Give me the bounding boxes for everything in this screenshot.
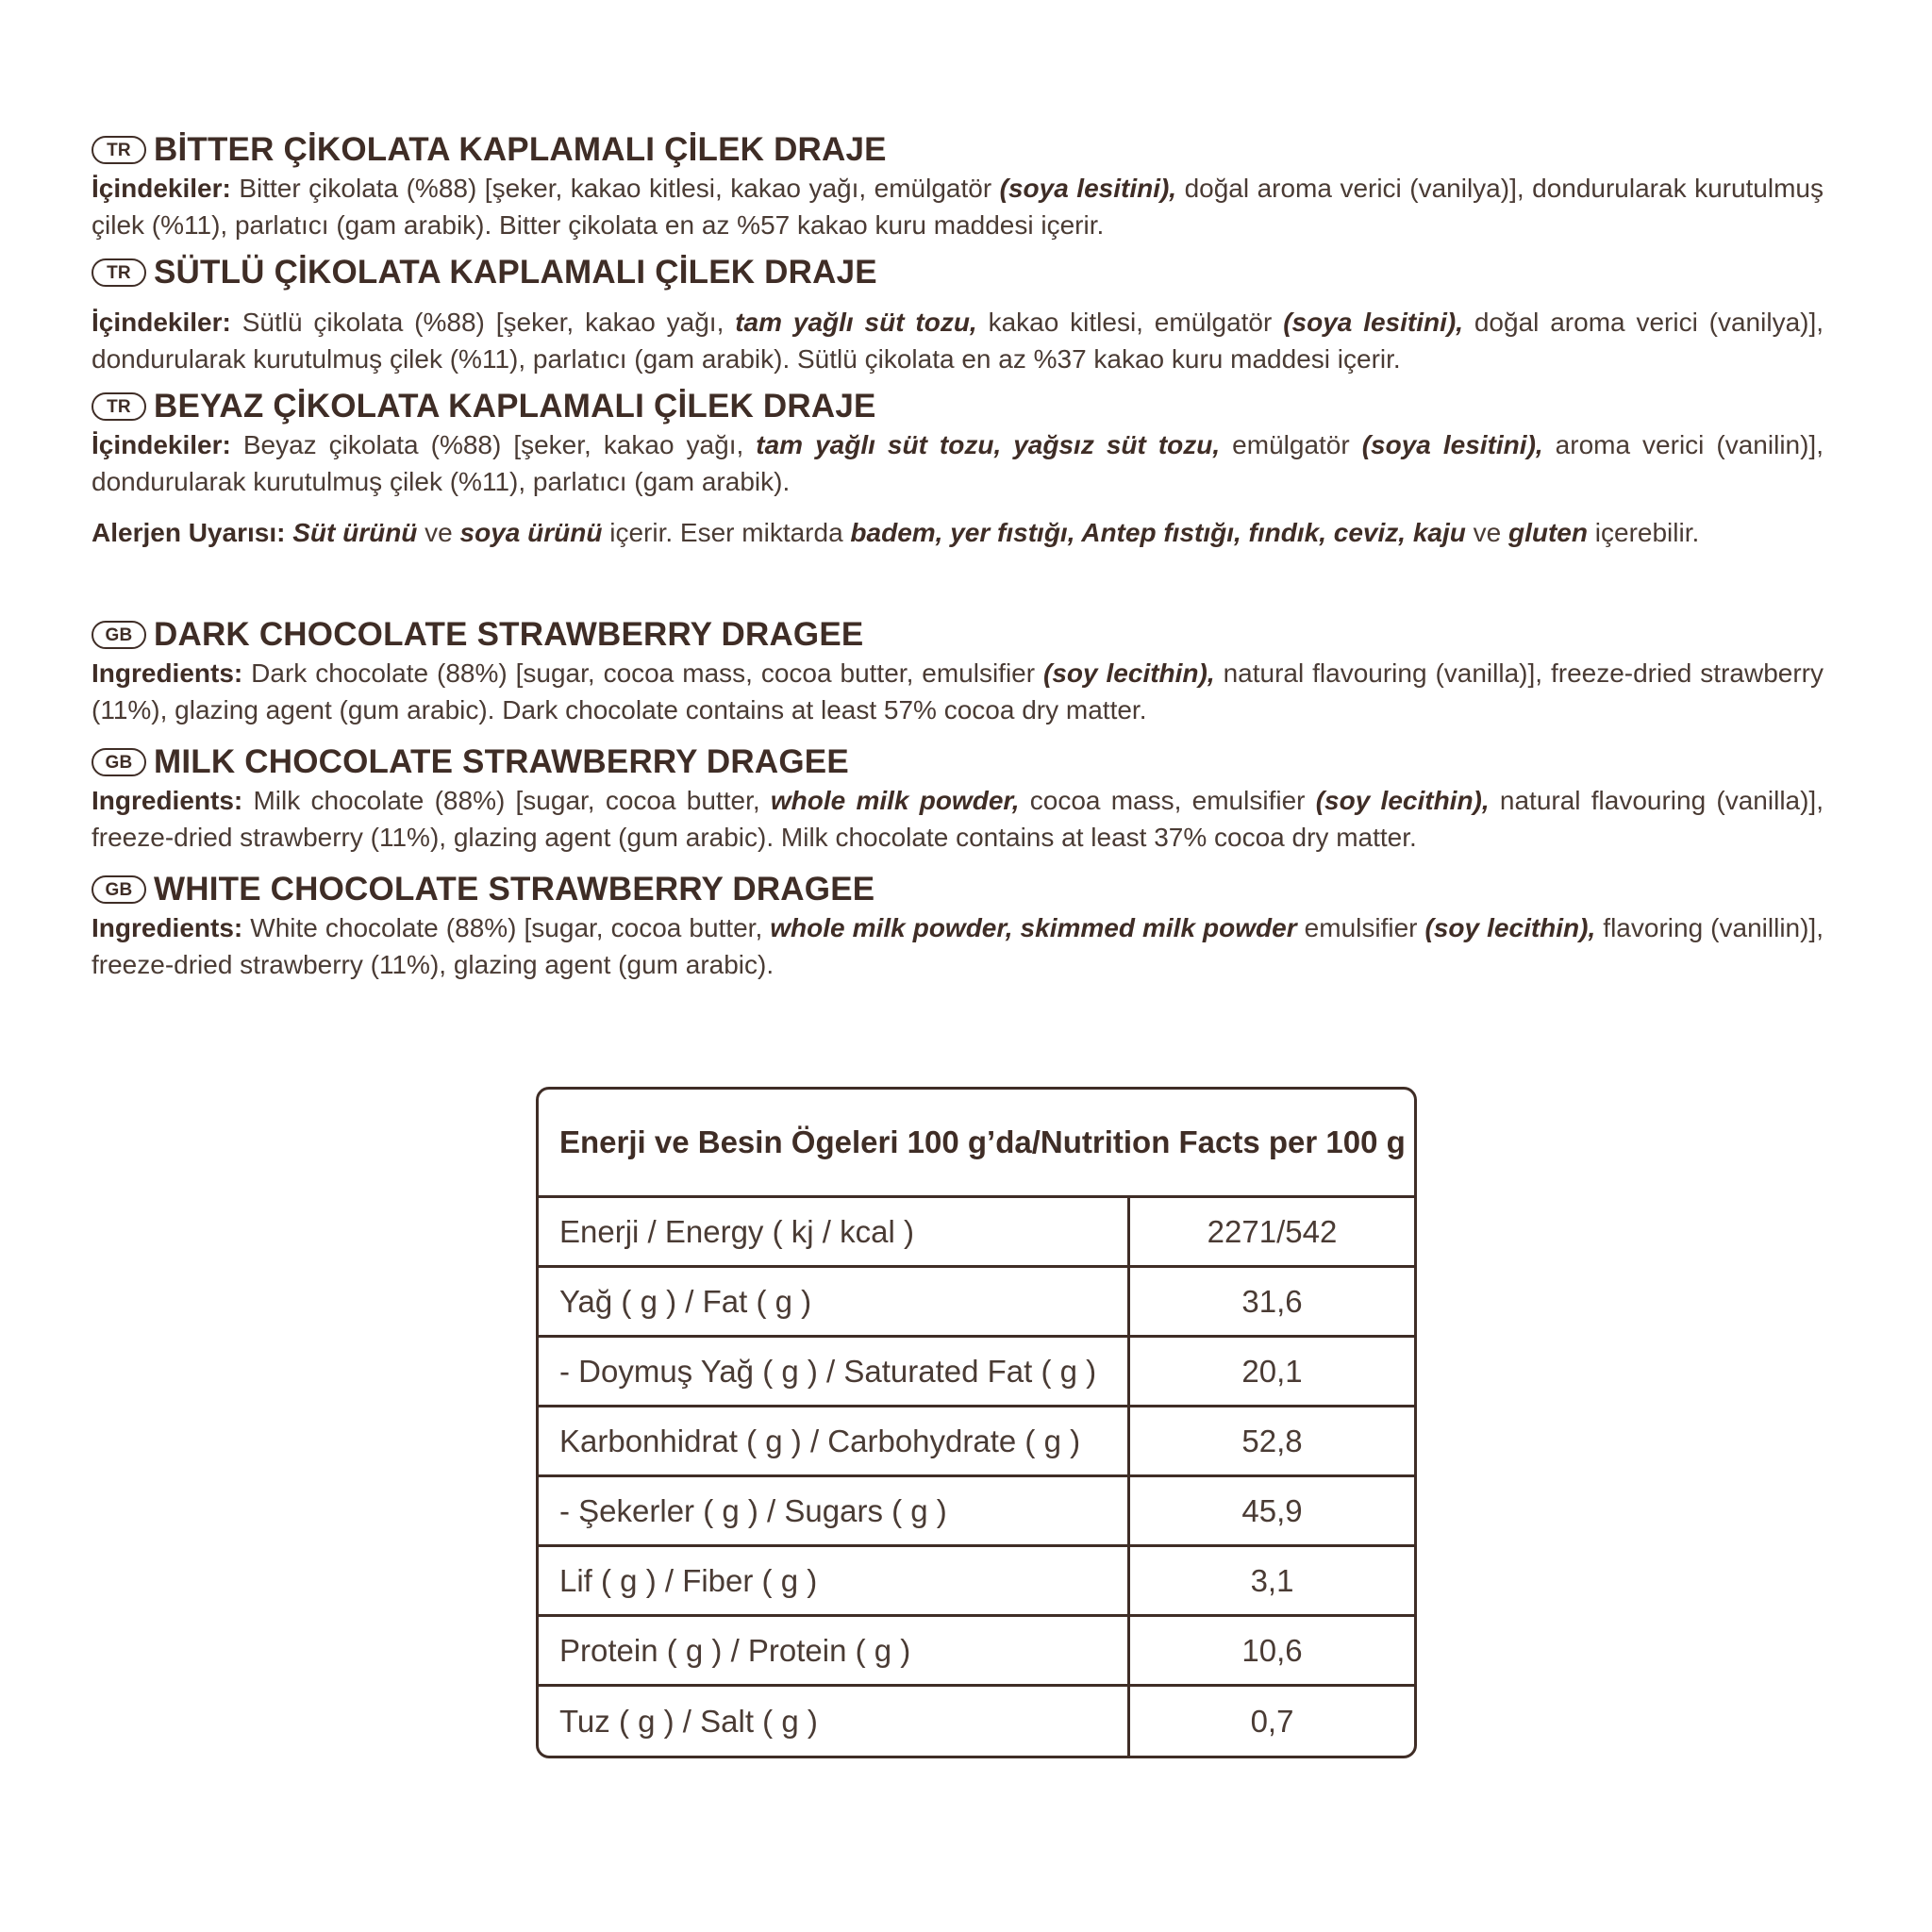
ingredients-text: doğal aroma verici (vanilya)], dondurularak kurutulmuş çilek (%11), parlatıcı (gam arabik). Sütlü çikolata en az %37 kakao kuru maddesi içerir. [92, 308, 1824, 374]
ingredients-text: Sütlü çikolata (%88) [şeker, kakao yağı, [230, 308, 736, 337]
allergen-emphasis: (soya lesitini), [1361, 430, 1543, 459]
allergen-emphasis: (soy lecithin), [1424, 913, 1596, 942]
language-badge-gb: GB [92, 875, 146, 904]
section-heading [92, 130, 1824, 170]
allergen-text: içerebilir. [1588, 518, 1700, 547]
allergen-text: ve [417, 518, 460, 547]
nutrition-table-title: Enerji ve Besin Ögeleri 100 g’da/Nutrition Facts per 100 g [539, 1090, 1414, 1198]
tr-white-section [92, 387, 1824, 500]
ingredients-label: İçindekiler: [92, 174, 231, 203]
ingredients-paragraph [92, 655, 1824, 728]
nutrient-value: 31,6 [1241, 1283, 1303, 1319]
nutrient-label: Tuz ( g ) / Salt ( g ) [539, 1687, 1130, 1757]
table-row [539, 1198, 1414, 1268]
nutrition-facts-table [536, 1087, 1417, 1758]
section-title: BEYAZ ÇİKOLATA KAPLAMALI ÇİLEK DRAJE [154, 388, 876, 425]
tr-bitter-section [92, 130, 1824, 243]
ingredients-label: İçindekiler: [92, 430, 231, 459]
ingredients-text: emülgatör [1220, 430, 1362, 459]
nutrient-label: Protein ( g ) / Protein ( g ) [539, 1617, 1130, 1684]
table-row [539, 1407, 1414, 1477]
ingredients-text: natural flavouring (vanilla)], freeze-dried strawberry (11%), glazing agent (gum arabic). Milk chocolate contains at least 37% cocoa dry matter. [92, 786, 1824, 852]
gb-milk-section [92, 742, 1824, 856]
nutrient-label: Lif ( g ) / Fiber ( g ) [539, 1547, 1130, 1614]
nutrient-value: 10,6 [1241, 1632, 1303, 1668]
section-heading [92, 742, 1824, 782]
language-badge-tr: TR [92, 136, 146, 164]
allergen-emphasis: (soya lesitini), [999, 174, 1177, 203]
section-title: DARK CHOCOLATE STRAWBERRY DRAGEE [154, 616, 864, 653]
ingredients-label: Ingredients: [92, 786, 243, 815]
language-badge-tr: TR [92, 392, 146, 421]
ingredients-paragraph [92, 909, 1824, 983]
tr-milk-section [92, 253, 1824, 377]
ingredients-text: Beyaz çikolata (%88) [şeker, kakao yağı, [230, 430, 757, 459]
ingredients-label: Ingredients: [92, 913, 243, 942]
ingredients-text: Milk chocolate (88%) [sugar, cocoa butter, [242, 786, 771, 815]
ingredients-paragraph [92, 304, 1824, 377]
allergen-emphasis: (soy lecithin), [1315, 786, 1490, 815]
allergen-emphasis: gluten [1508, 518, 1588, 547]
table-row [539, 1268, 1414, 1338]
ingredients-text: doğal aroma verici (vanilya)], dondurularak kurutulmuş çilek (%11), parlatıcı (gam arabik). Bitter çikolata en az %57 kakao kuru maddesi içerir. [92, 174, 1824, 240]
allergen-warning [92, 514, 1824, 551]
table-row [539, 1477, 1414, 1547]
section-title: BİTTER ÇİKOLATA KAPLAMALI ÇİLEK DRAJE [154, 131, 887, 168]
ingredients-text: White chocolate (88%) [sugar, cocoa butter, [242, 913, 771, 942]
nutrient-value: 2271/542 [1207, 1213, 1338, 1249]
ingredients-text: Dark chocolate (88%) [sugar, cocoa mass, cocoa butter, emulsifier [242, 658, 1044, 688]
table-row [539, 1617, 1414, 1687]
section-heading [92, 387, 1824, 426]
nutrient-value: 52,8 [1241, 1423, 1303, 1458]
section-heading [92, 615, 1824, 655]
allergen-emphasis: (soy lecithin), [1043, 658, 1215, 688]
section-title: WHITE CHOCOLATE STRAWBERRY DRAGEE [154, 871, 875, 908]
allergen-emphasis: badem, yer fıstığı, Antep fıstığı, fındık, ceviz, kaju [850, 518, 1466, 547]
allergen-emphasis: tam yağlı süt tozu, yağsız süt tozu, [756, 430, 1221, 459]
allergen-text: içerir. Eser miktarda [602, 518, 851, 547]
table-row [539, 1338, 1414, 1407]
nutrient-value: 45,9 [1241, 1492, 1303, 1528]
section-title: SÜTLÜ ÇİKOLATA KAPLAMALI ÇİLEK DRAJE [154, 254, 877, 291]
language-badge-tr: TR [92, 258, 146, 287]
allergen-emphasis: soya ürünü [459, 518, 603, 547]
ingredients-label: İçindekiler: [92, 308, 231, 337]
language-badge-gb: GB [92, 621, 146, 649]
ingredients-text: cocoa mass, emulsifier [1019, 786, 1316, 815]
nutrient-value: 20,1 [1241, 1353, 1303, 1389]
allergen-label: Alerjen Uyarısı: [92, 518, 286, 547]
nutrient-label: Yağ ( g ) / Fat ( g ) [539, 1268, 1130, 1335]
allergen-emphasis: (soya lesitini), [1283, 308, 1463, 337]
nutrient-label: Enerji / Energy ( kj / kcal ) [539, 1198, 1130, 1265]
nutrient-label: - Doymuş Yağ ( g ) / Saturated Fat ( g ) [539, 1338, 1130, 1405]
ingredients-text: emulsifier [1296, 913, 1425, 942]
ingredients-paragraph [92, 170, 1824, 243]
gb-dark-section [92, 615, 1824, 728]
ingredients-text: Bitter çikolata (%88) [şeker, kakao kitlesi, kakao yağı, emülgatör [230, 174, 1000, 203]
allergen-emphasis: whole milk powder, skimmed milk powder [770, 913, 1297, 942]
allergen-emphasis: whole milk powder, [770, 786, 1020, 815]
nutrient-label: Karbonhidrat ( g ) / Carbohydrate ( g ) [539, 1407, 1130, 1474]
table-row [539, 1547, 1414, 1617]
allergen-emphasis: Süt ürünü [292, 518, 418, 547]
table-row [539, 1687, 1414, 1757]
ingredients-text: aroma verici (vanilin)], dondurularak kurutulmuş çilek (%11), parlatıcı (gam arabik). [92, 430, 1824, 496]
gb-white-section [92, 870, 1824, 983]
section-heading [92, 253, 1824, 292]
allergen-emphasis: tam yağlı süt tozu, [735, 308, 977, 337]
section-title: MILK CHOCOLATE STRAWBERRY DRAGEE [154, 743, 849, 780]
ingredients-label: Ingredients: [92, 658, 243, 688]
nutrient-label: - Şekerler ( g ) / Sugars ( g ) [539, 1477, 1130, 1544]
ingredients-text: natural flavouring (vanilla)], freeze-dried strawberry (11%), glazing agent (gum arabic). Dark chocolate contains at least 57% cocoa dry matter. [92, 658, 1824, 724]
nutrient-value: 3,1 [1250, 1562, 1294, 1598]
ingredients-paragraph [92, 782, 1824, 856]
ingredients-text: flavoring (vanillin)], freeze-dried strawberry (11%), glazing agent (gum arabic). [92, 913, 1824, 979]
allergen-text: ve [1465, 518, 1508, 547]
ingredients-text: kakao kitlesi, emülgatör [976, 308, 1284, 337]
nutrient-value: 0,7 [1250, 1704, 1294, 1739]
section-heading [92, 870, 1824, 909]
label-text-block [92, 130, 1824, 983]
ingredients-paragraph [92, 426, 1824, 500]
language-badge-gb: GB [92, 748, 146, 776]
